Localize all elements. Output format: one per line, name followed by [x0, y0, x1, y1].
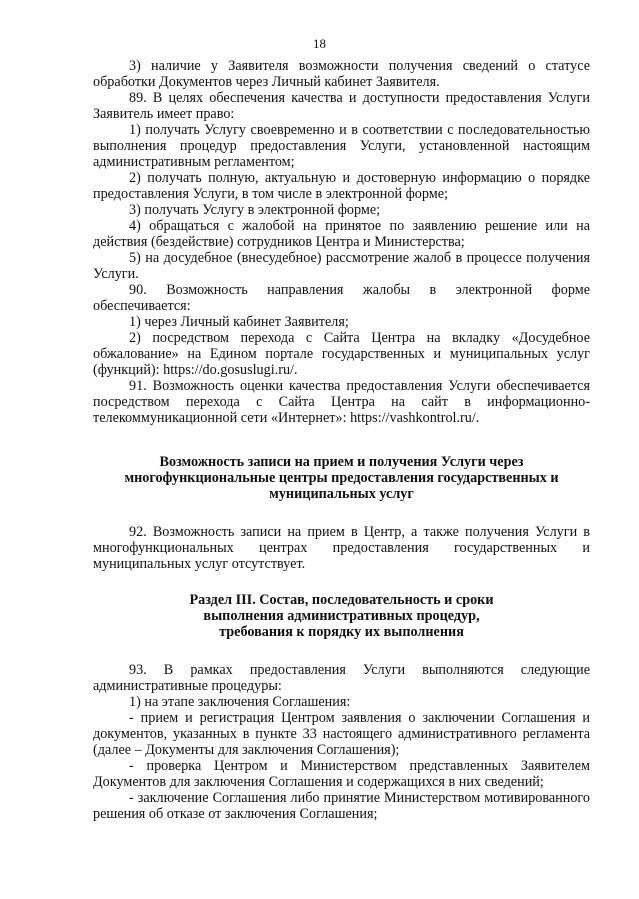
- paragraph: 2) получать полную, актуальную и достоверную информацию о порядке предоставления Услуги, в том числе в электронной форме;: [93, 170, 590, 202]
- paragraph: 3) наличие у Заявителя возможности получения сведений о статусе обработки Документов через Личный кабинет Заявителя.: [93, 58, 590, 90]
- section-heading-line: Возможность записи на прием и получения Услуги через: [159, 454, 524, 470]
- section-heading-line: муниципальных услуг: [269, 486, 414, 502]
- section-heading-line: многофункциональные центры предоставления государственных и: [124, 470, 559, 486]
- paragraph: 5) на досудебное (внесудебное) рассмотрение жалоб в процессе получения Услуги.: [93, 250, 590, 282]
- paragraph: 92. Возможность записи на прием в Центр, а также получения Услуги в многофункциональных центрах предоставления государственных и муниципальных услуг отсутствует.: [93, 524, 590, 572]
- section-title-line: выполнения административных процедур,: [203, 608, 480, 624]
- paragraph: 1) получать Услугу своевременно и в соответствии с последовательностью выполнения процедур предоставления Услуги, установленной настоящим административным регламентом;: [93, 122, 590, 170]
- paragraph: 90. Возможность направления жалобы в электронной форме обеспечивается:: [93, 282, 590, 314]
- paragraph: 1) на этапе заключения Соглашения:: [129, 694, 351, 710]
- page-number: 18: [313, 36, 326, 51]
- paragraph: - заключение Соглашения либо принятие Министерством мотивированного решения об отказе от заключения Соглашения;: [93, 790, 590, 822]
- section-title-line: требования к порядку их выполнения: [219, 624, 464, 640]
- paragraph: 89. В целях обеспечения качества и доступности предоставления Услуги Заявитель имеет право:: [93, 90, 590, 122]
- paragraph: 93. В рамках предоставления Услуги выполняются следующие административные процедуры:: [93, 662, 590, 694]
- paragraph: - прием и регистрация Центром заявления о заключении Соглашения и документов, указанных в пункте 33 настоящего административного регламента (далее – Документы для заключения Соглашения);: [93, 710, 590, 758]
- paragraph: 91. Возможность оценки качества предоставления Услуги обеспечивается посредством перехода с Сайта Центра на сайт в информационно-телекоммуникационной сети «Интернет»: https://vashkontrol.ru/.: [93, 378, 590, 426]
- document-body: [93, 58, 590, 822]
- paragraph: 1) через Личный кабинет Заявителя;: [129, 314, 349, 330]
- paragraph: 3) получать Услугу в электронной форме;: [129, 202, 381, 218]
- section-title-line: Раздел III. Состав, последовательность и сроки: [189, 592, 494, 608]
- paragraph: - проверка Центром и Министерством представленных Заявителем Документов для заключения Соглашения и содержащихся в них сведений;: [93, 758, 590, 790]
- paragraph: 4) обращаться с жалобой на принятое по заявлению решение или на действия (бездействие) сотрудников Центра и Министерства;: [93, 218, 590, 250]
- paragraph: 2) посредством перехода с Сайта Центра на вкладку «Досудебное обжалование» на Едином портале государственных и муниципальных услуг (функций): https://do.gosuslugi.ru/.: [93, 330, 590, 378]
